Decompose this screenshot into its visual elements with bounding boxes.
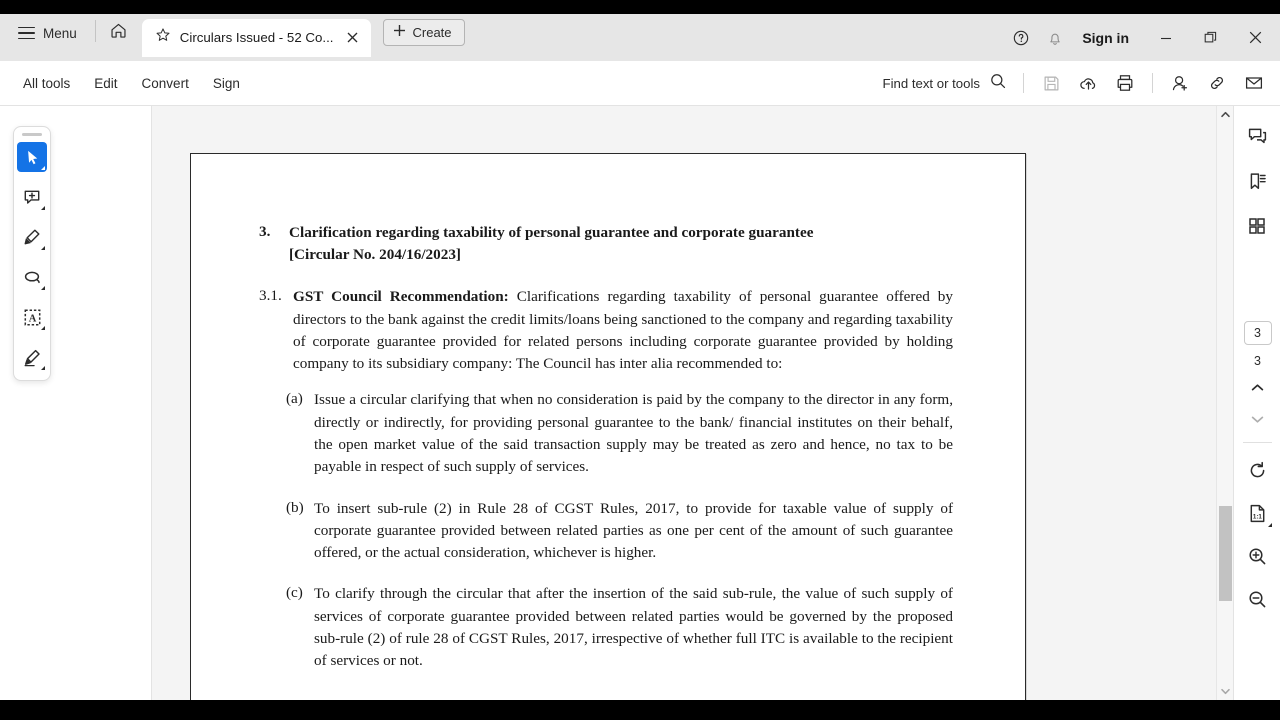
- previous-page-button[interactable]: [1243, 374, 1273, 400]
- zoom-controls: [1234, 454, 1280, 626]
- create-label: Create: [412, 25, 452, 40]
- command-bar-tabs: [0, 70, 251, 97]
- select-cursor-icon[interactable]: [17, 142, 47, 172]
- text-box-icon[interactable]: [17, 302, 47, 332]
- tab-sign[interactable]: Sign: [212, 75, 240, 91]
- svg-text:1:1: 1:1: [1252, 512, 1262, 520]
- left-panel: [0, 106, 152, 700]
- window-controls-group: [1004, 14, 1280, 61]
- main-menu-button[interactable]: [10, 18, 87, 48]
- paragraph-lead: GST Council Recommendation:: [293, 288, 509, 306]
- add-comment-icon[interactable]: [17, 182, 47, 212]
- sign-in-button[interactable]: Sign in: [1082, 29, 1129, 46]
- menu-label: Menu: [43, 25, 77, 41]
- paragraph-3-1: [259, 286, 953, 375]
- scrollbar-thumb[interactable]: [1219, 506, 1232, 601]
- actual-size-1to1-icon[interactable]: [1242, 497, 1274, 529]
- zoom-in-icon[interactable]: [1242, 540, 1274, 572]
- document-heading: [259, 222, 953, 266]
- tab-edit[interactable]: Edit: [94, 75, 118, 91]
- paragraph-number: 3.1.: [259, 287, 282, 305]
- toolbar-divider: [95, 20, 96, 42]
- search-icon: [989, 72, 1007, 95]
- home-button[interactable]: [102, 18, 136, 48]
- restore-window-icon[interactable]: [1188, 14, 1233, 61]
- document-tab[interactable]: [142, 19, 371, 57]
- page-number-input[interactable]: 3: [1244, 321, 1272, 345]
- list-text: To insert sub-rule (2) in Rule 28 of CGST Rules, 2017, to provide for taxable value of supply of corporate guarantee provided between related parties as one per cent of the amount of such guarantee offered, or the actual consideration, whichever is higher.: [314, 499, 953, 562]
- heading-number: 3.: [259, 223, 271, 240]
- tab-convert[interactable]: Convert: [141, 75, 189, 91]
- search-input[interactable]: [874, 67, 1014, 100]
- cloud-upload-icon[interactable]: [1070, 67, 1106, 99]
- page-thumbnails-icon[interactable]: [1241, 210, 1273, 242]
- pdf-page: [190, 153, 1026, 700]
- tool-caret: [1268, 523, 1272, 527]
- action-divider-1: [1023, 73, 1024, 93]
- quick-tools-toolbar: [13, 126, 51, 381]
- save-disk-icon[interactable]: [1033, 67, 1069, 99]
- minimize-icon[interactable]: [1143, 14, 1188, 61]
- paragraph-text: [293, 286, 953, 375]
- pdf-page-content: [191, 154, 1025, 672]
- list-marker: (c): [286, 584, 303, 602]
- find-placeholder: Find text or tools: [882, 75, 980, 91]
- rail-divider: [1243, 442, 1272, 443]
- letterbox-top: [0, 0, 1280, 14]
- heading-line-2: [Circular No. 204/16/2023]: [289, 246, 461, 264]
- svg-text:A: A: [28, 313, 36, 325]
- bookmarks-icon[interactable]: [1241, 165, 1273, 197]
- rotate-clockwise-icon[interactable]: [1242, 454, 1274, 486]
- hamburger-icon: [18, 27, 35, 40]
- scroll-down-arrow-icon[interactable]: [1217, 683, 1233, 700]
- pdf-viewer: [152, 106, 1233, 700]
- star-icon[interactable]: [155, 27, 171, 48]
- home-icon: [109, 21, 128, 45]
- heading-line-1: Clarification regarding taxability of personal guarantee and corporate guarantee: [289, 224, 814, 241]
- tool-caret: [41, 286, 45, 290]
- list-marker: (b): [286, 498, 304, 516]
- tool-caret: [41, 166, 45, 170]
- workspace: [0, 106, 1280, 700]
- tab-title: Circulars Issued - 52 Co...: [179, 30, 334, 45]
- close-tab-icon[interactable]: [343, 28, 362, 47]
- action-divider-2: [1152, 73, 1153, 93]
- add-person-icon[interactable]: [1162, 67, 1198, 99]
- link-icon[interactable]: [1199, 67, 1235, 99]
- tool-caret: [41, 366, 45, 370]
- tab-strip: [0, 14, 1280, 61]
- help-circle-icon[interactable]: [1004, 21, 1038, 55]
- notification-bell-icon[interactable]: [1038, 21, 1072, 55]
- command-bar-actions: [874, 67, 1280, 100]
- tool-caret: [41, 206, 45, 210]
- email-icon[interactable]: [1236, 67, 1272, 99]
- comment-panel-icon[interactable]: [1241, 120, 1273, 152]
- scroll-up-arrow-icon[interactable]: [1217, 106, 1233, 123]
- highlight-marker-icon[interactable]: [17, 222, 47, 252]
- zoom-out-icon[interactable]: [1242, 583, 1274, 615]
- heading-text: [289, 222, 813, 266]
- letterbox-bottom: [0, 700, 1280, 720]
- close-window-icon[interactable]: [1233, 14, 1278, 61]
- acrobat-window: [0, 14, 1280, 700]
- right-rail: [1233, 106, 1280, 700]
- list-item: [259, 498, 953, 565]
- next-page-button[interactable]: [1243, 406, 1273, 432]
- tool-caret: [41, 326, 45, 330]
- drag-handle[interactable]: [22, 133, 42, 136]
- create-button[interactable]: [383, 19, 465, 46]
- list-item: [259, 583, 953, 672]
- page-total-label: 3: [1254, 354, 1261, 368]
- print-icon[interactable]: [1107, 67, 1143, 99]
- tool-caret: [41, 246, 45, 250]
- tab-all-tools[interactable]: All tools: [23, 75, 71, 91]
- page-navigation: [1234, 321, 1280, 451]
- list-item: [259, 389, 953, 478]
- draw-lasso-icon[interactable]: [17, 262, 47, 292]
- command-bar: [0, 61, 1280, 106]
- vertical-scrollbar[interactable]: [1216, 106, 1233, 700]
- signature-pen-icon[interactable]: [17, 342, 47, 372]
- paragraph-body: Clarifications regarding taxability of personal guarantee offered by directors to the bank against the credit limits/loans being sanctioned to the company and regarding taxability of corporate guarantee provided for related persons including corporate guarantee provided by holding company to its subsidiary company: The Council has inter alia recommended to:: [293, 288, 953, 373]
- list-text: To clarify through the circular that after the insertion of the said sub-rule, the value of such supply of services of corporate guarantee provided between related parties would be governed by the proposed sub-rule (2) of rule 28 of CGST Rules, 2017, irrespective of whether full ITC is available to the recipient of services or not.: [314, 585, 953, 670]
- list-text: Issue a circular clarifying that when no consideration is paid by the company to the director in any form, directly or indirectly, for providing personal guarantee to the bank/ financial institutes on their behalf, the open market value of the said transaction supply may be treated as zero and hence, no tax to be payable in respect of such supply of services.: [314, 391, 953, 476]
- plus-icon: [393, 24, 406, 42]
- list-marker: (a): [286, 390, 303, 408]
